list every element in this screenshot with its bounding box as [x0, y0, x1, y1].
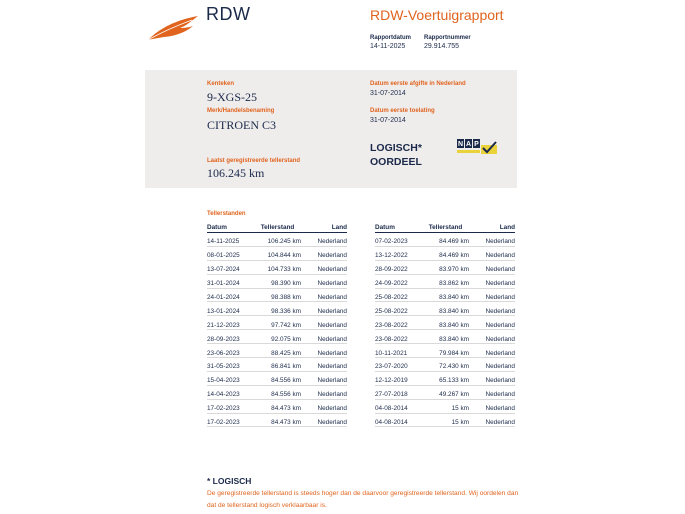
- reading-date: 13-01-2024: [207, 302, 254, 316]
- table-row: [375, 316, 515, 330]
- reading-date: 23-07-2020: [375, 358, 422, 372]
- reading-km: 88.425 km: [254, 344, 301, 358]
- table-row: [207, 274, 347, 288]
- reading-date: 23-08-2022: [375, 330, 422, 344]
- reading-km: 83.970 km: [422, 260, 469, 274]
- report-number-label: Rapportnummer: [424, 35, 471, 41]
- first-admission-value: 31-07-2014: [370, 90, 406, 97]
- table-row: [375, 385, 515, 399]
- footnote-text: De geregistreerde tellerstand is steeds hoger dan de daarvoor geregistreerde tellerstand. Wij oordelen dan dat de tellerstand logisch verklaarbaar is.: [207, 490, 519, 509]
- table-header-row: [375, 223, 515, 233]
- reading-date: 10-11-2021: [375, 344, 422, 358]
- table-row: [375, 399, 515, 413]
- reading-km: 98.390 km: [254, 274, 301, 288]
- reading-land: Nederland: [301, 330, 347, 344]
- first-registration-label: Datum eerste toelating: [370, 108, 435, 114]
- reading-km: 83.840 km: [422, 302, 469, 316]
- first-registration-value: 31-07-2014: [370, 117, 406, 124]
- reading-land: Nederland: [469, 371, 515, 385]
- table-row: [207, 371, 347, 385]
- first-admission-label: Datum eerste afgifte in Nederland: [370, 81, 466, 87]
- reading-km: 15 km: [422, 399, 469, 413]
- reading-km: 84.473 km: [254, 413, 301, 427]
- table-row: [207, 288, 347, 302]
- reading-km: 106.245 km: [254, 233, 301, 247]
- header-km: Tellerstand: [422, 223, 469, 233]
- reading-km: 98.336 km: [254, 302, 301, 316]
- report-date-value: 14-11-2025: [370, 43, 406, 50]
- svg-text:P: P: [474, 141, 479, 149]
- reading-date: 28-09-2022: [375, 260, 422, 274]
- reading-km: 104.844 km: [254, 246, 301, 260]
- table-row: [375, 358, 515, 372]
- reading-km: 97.742 km: [254, 316, 301, 330]
- reading-km: 98.388 km: [254, 288, 301, 302]
- reading-land: Nederland: [469, 385, 515, 399]
- table-row: [375, 246, 515, 260]
- table-row: [207, 344, 347, 358]
- reading-date: 17-02-2023: [207, 413, 254, 427]
- table-row: [207, 413, 347, 427]
- reading-km: 104.733 km: [254, 260, 301, 274]
- reading-date: 31-01-2024: [207, 274, 254, 288]
- table-row: [375, 413, 515, 427]
- reading-km: 15 km: [422, 413, 469, 427]
- readings-section-title: Tellerstanden: [207, 211, 246, 217]
- reading-date: 04-08-2014: [375, 413, 422, 427]
- table-row: [207, 302, 347, 316]
- table-row: [207, 330, 347, 344]
- table-header-row: [207, 223, 347, 233]
- header-km: Tellerstand: [254, 223, 301, 233]
- verdict-line-2: OORDEEL: [370, 156, 422, 168]
- table-row: [207, 260, 347, 274]
- reading-km: 83.840 km: [422, 316, 469, 330]
- table-row: [207, 399, 347, 413]
- table-row: [375, 330, 515, 344]
- table-row: [207, 385, 347, 399]
- reading-km: 84.469 km: [422, 233, 469, 247]
- reading-land: Nederland: [469, 302, 515, 316]
- reading-land: Nederland: [469, 344, 515, 358]
- reading-date: 17-02-2023: [207, 399, 254, 413]
- reading-km: 84.556 km: [254, 371, 301, 385]
- reading-km: 86.841 km: [254, 358, 301, 372]
- reading-land: Nederland: [469, 260, 515, 274]
- reading-land: Nederland: [301, 302, 347, 316]
- reading-land: Nederland: [301, 233, 347, 247]
- table-row: [375, 344, 515, 358]
- reading-km: 83.862 km: [422, 274, 469, 288]
- reading-date: 25-08-2022: [375, 288, 422, 302]
- header-land: Land: [301, 223, 347, 233]
- make-label: Merk/Handelsbenaming: [207, 108, 275, 114]
- reading-land: Nederland: [469, 358, 515, 372]
- reading-land: Nederland: [301, 358, 347, 372]
- table-row: [375, 274, 515, 288]
- reading-date: 23-08-2022: [375, 316, 422, 330]
- reading-date: 08-01-2025: [207, 246, 254, 260]
- brand-name: RDW: [206, 4, 251, 24]
- table-row: [375, 260, 515, 274]
- rdw-feather-logo-icon: [146, 14, 200, 42]
- reading-land: Nederland: [301, 246, 347, 260]
- table-row: [207, 358, 347, 372]
- reading-date: 23-06-2023: [207, 344, 254, 358]
- reading-land: Nederland: [301, 344, 347, 358]
- reading-km: 65.133 km: [422, 371, 469, 385]
- reading-date: 24-09-2022: [375, 274, 422, 288]
- reading-date: 24-01-2024: [207, 288, 254, 302]
- table-row: [375, 233, 515, 247]
- nap-badge-icon: [457, 139, 497, 155]
- reading-land: Nederland: [301, 413, 347, 427]
- reading-land: Nederland: [301, 288, 347, 302]
- table-row: [375, 302, 515, 316]
- table-row: [375, 288, 515, 302]
- readings-table-left: [207, 223, 347, 427]
- reading-land: Nederland: [469, 274, 515, 288]
- reading-land: Nederland: [301, 274, 347, 288]
- plate-label: Kenteken: [207, 81, 235, 87]
- reading-date: 27-07-2018: [375, 385, 422, 399]
- reading-date: 13-12-2022: [375, 246, 422, 260]
- header-date: Datum: [375, 223, 422, 233]
- reading-km: 84.473 km: [254, 399, 301, 413]
- reading-land: Nederland: [469, 413, 515, 427]
- reading-date: 14-11-2025: [207, 233, 254, 247]
- reading-km: 79.984 km: [422, 344, 469, 358]
- reading-km: 49.267 km: [422, 385, 469, 399]
- table-row: [207, 316, 347, 330]
- reading-date: 14-04-2023: [207, 385, 254, 399]
- reading-date: 25-08-2022: [375, 302, 422, 316]
- reading-km: 83.840 km: [422, 288, 469, 302]
- reading-land: Nederland: [469, 246, 515, 260]
- make-value: CITROEN C3: [207, 118, 276, 132]
- reading-date: 13-07-2024: [207, 260, 254, 274]
- reading-date: 12-12-2019: [375, 371, 422, 385]
- odometer-label: Laatst geregistreerde tellerstand: [207, 158, 301, 164]
- reading-date: 31-05-2023: [207, 358, 254, 372]
- report-number-value: 29.914.755: [424, 43, 460, 50]
- reading-land: Nederland: [301, 260, 347, 274]
- report-title: RDW-Voertuigrapport: [370, 7, 504, 23]
- plate-value: 9-XGS-25: [207, 90, 257, 104]
- readings-table-right: [375, 223, 515, 427]
- vehicle-info-panel: [145, 70, 517, 188]
- reading-land: Nederland: [301, 385, 347, 399]
- reading-date: 21-12-2023: [207, 316, 254, 330]
- reading-land: Nederland: [469, 233, 515, 247]
- reading-km: 72.430 km: [422, 358, 469, 372]
- reading-land: Nederland: [469, 399, 515, 413]
- table-row: [375, 371, 515, 385]
- reading-land: Nederland: [469, 330, 515, 344]
- odometer-value: 106.245 km: [207, 166, 265, 180]
- reading-date: 04-08-2014: [375, 399, 422, 413]
- reading-km: 84.469 km: [422, 246, 469, 260]
- report-date-label: Rapportdatum: [370, 35, 411, 41]
- header-land: Land: [469, 223, 515, 233]
- header-date: Datum: [207, 223, 254, 233]
- verdict-line-1: LOGISCH*: [370, 142, 422, 154]
- table-row: [207, 233, 347, 247]
- reading-km: 92.075 km: [254, 330, 301, 344]
- footnote-title: * LOGISCH: [207, 476, 252, 486]
- reading-land: Nederland: [469, 288, 515, 302]
- reading-date: 07-02-2023: [375, 233, 422, 247]
- reading-land: Nederland: [301, 316, 347, 330]
- reading-land: Nederland: [301, 399, 347, 413]
- table-row: [207, 246, 347, 260]
- reading-date: 28-09-2023: [207, 330, 254, 344]
- reading-land: Nederland: [301, 371, 347, 385]
- reading-date: 15-04-2023: [207, 371, 254, 385]
- svg-text:A: A: [465, 141, 472, 149]
- svg-text:N: N: [457, 141, 464, 149]
- reading-land: Nederland: [469, 316, 515, 330]
- reading-km: 83.840 km: [422, 330, 469, 344]
- verdict: [370, 141, 422, 169]
- reading-km: 84.556 km: [254, 385, 301, 399]
